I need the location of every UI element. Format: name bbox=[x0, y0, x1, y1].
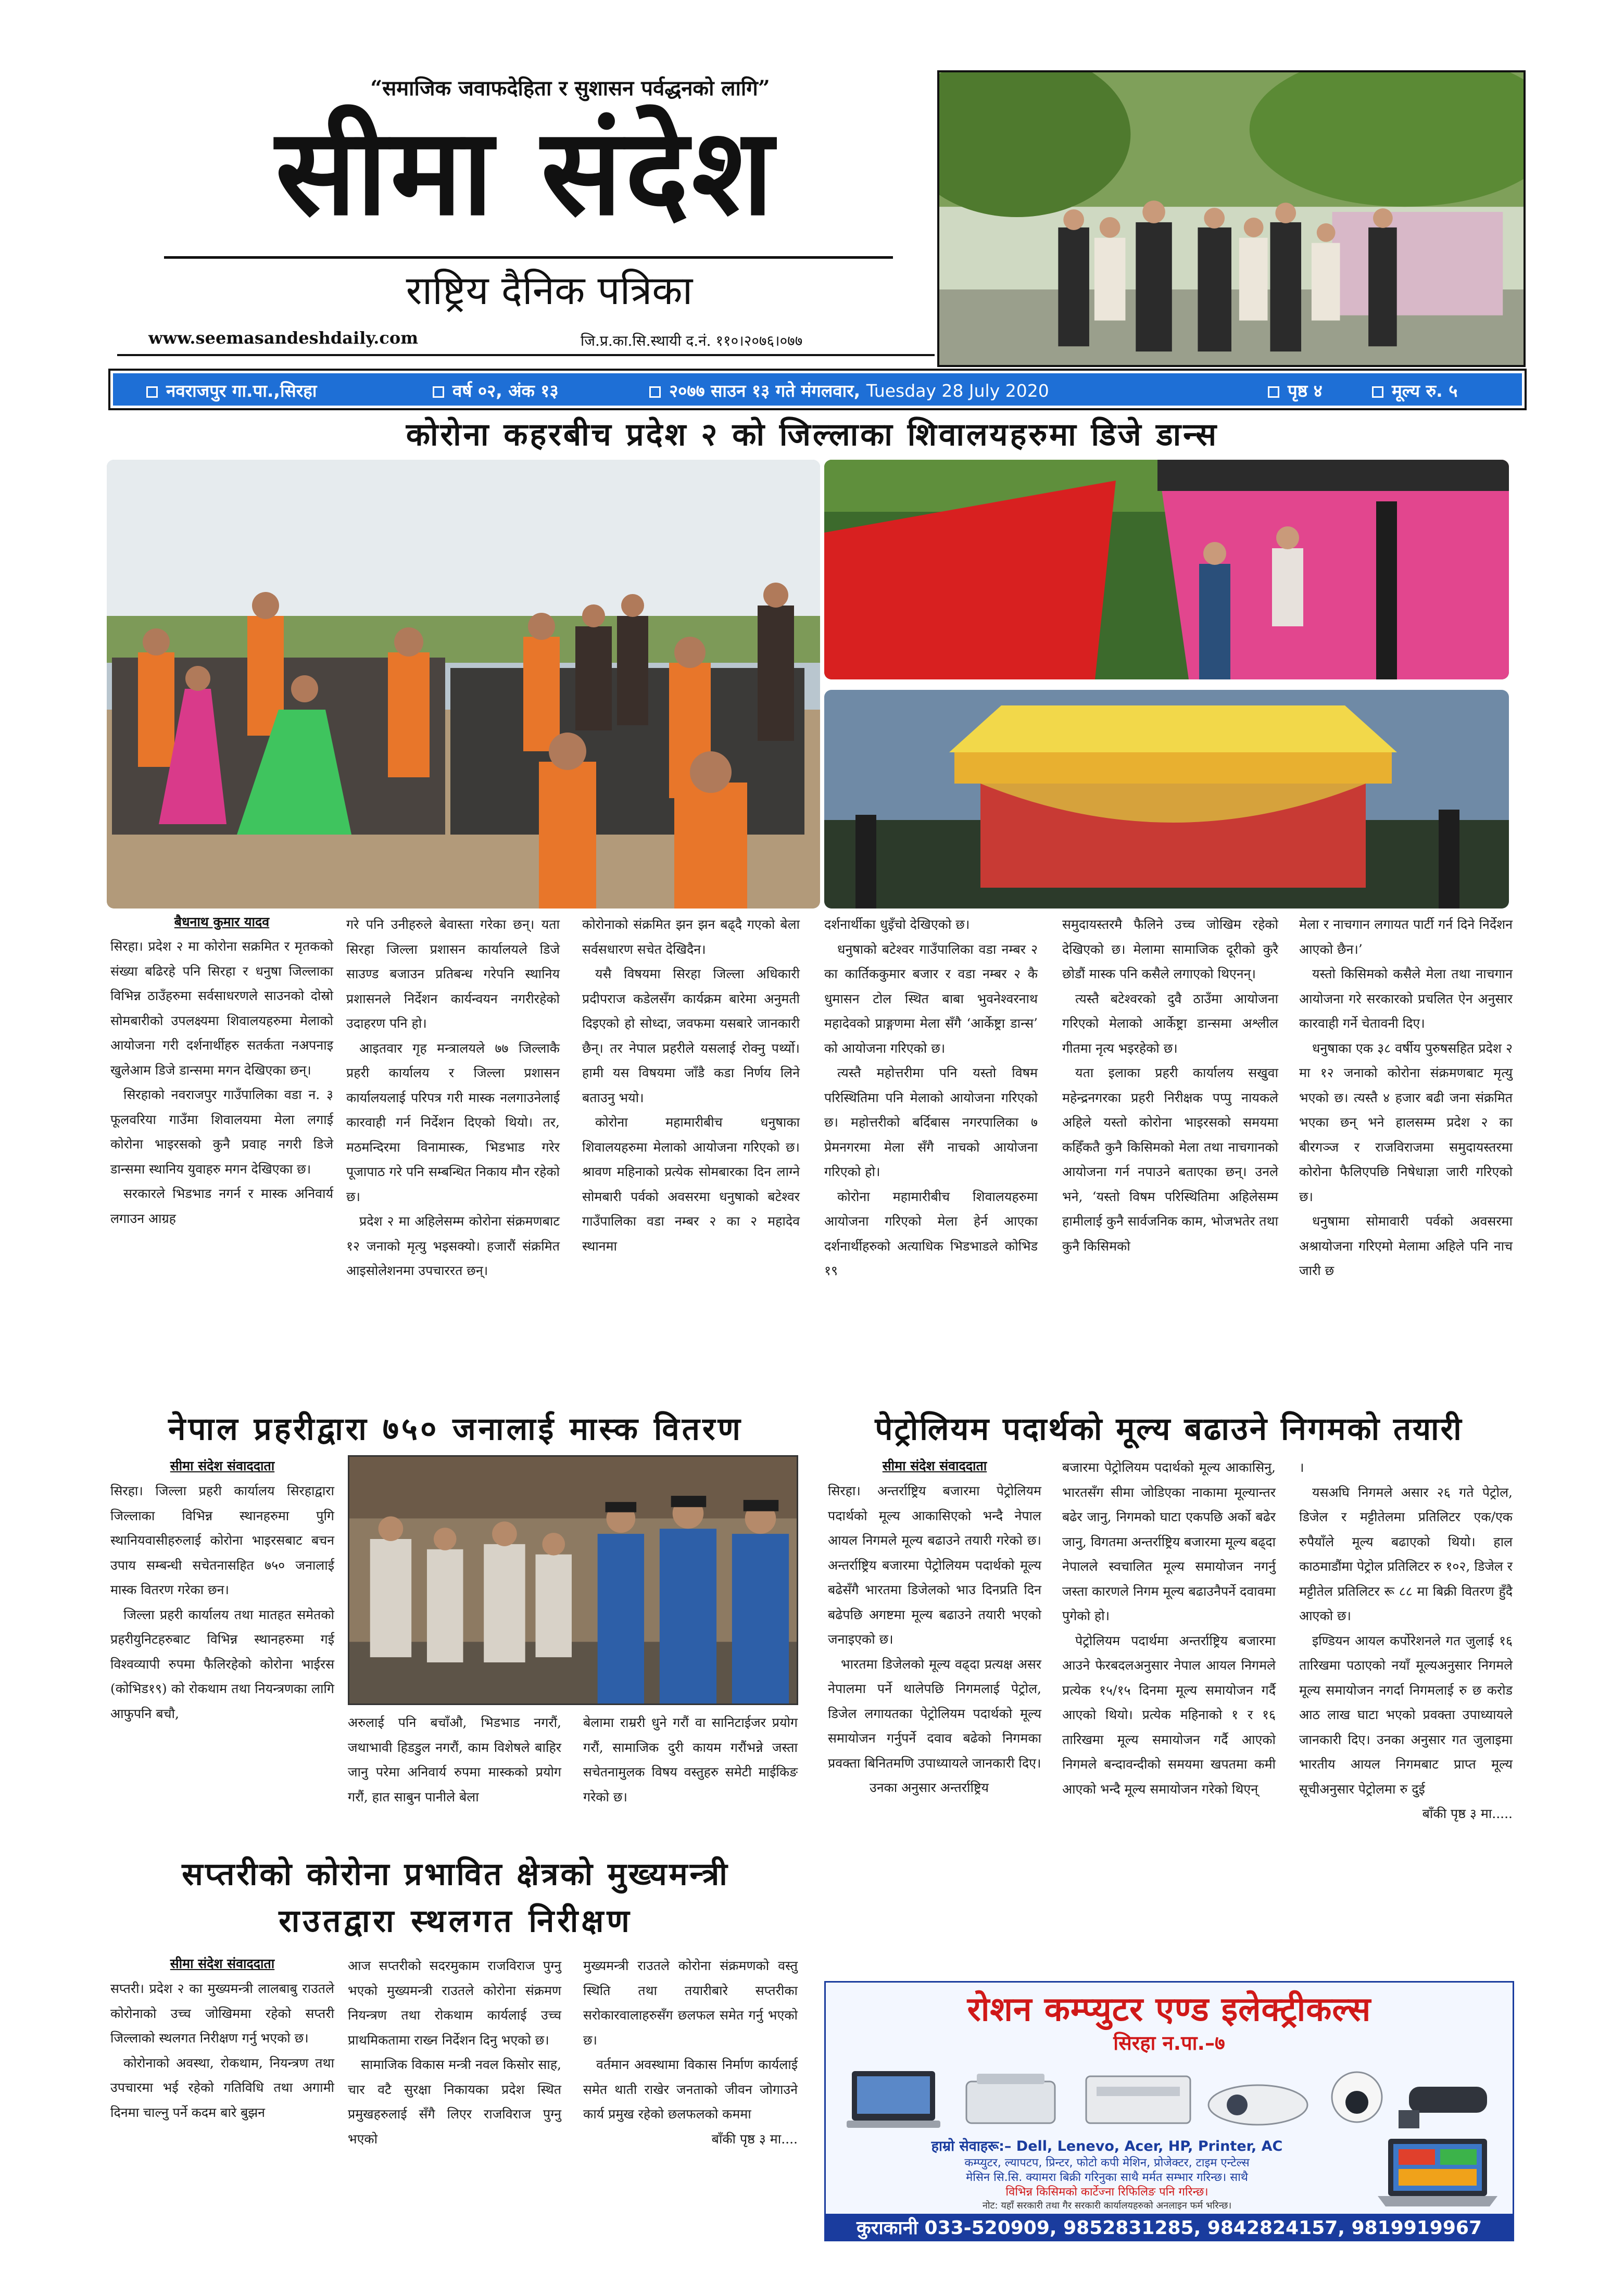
info-volume-text: वर्ष ०२, अंक १३ bbox=[452, 381, 559, 401]
article4-headline-line1: सप्तरीको कोरोना प्रभावित क्षेत्रको मुख्यमन्त्री bbox=[182, 1856, 729, 1893]
info-volume bbox=[433, 380, 559, 402]
article2-col3-para: बेलामा राम्ररी धुने गरौं वा सानिटाईजर प्रयोग गरौं, सामाजिक दुरी कायम गरौंभन्ने जस्ता सचेतनामुलक विषय वस्तुहरु समेटी माईकिङ गरेको छ। bbox=[583, 1715, 798, 1805]
info-page bbox=[1268, 380, 1323, 402]
article2-col2 bbox=[348, 1710, 561, 1809]
article1-col2-para: प्रदेश २ मा अहिलेसम्म कोरोना संक्रमणबाट १२ जनाको मृत्यु भइसक्यो। हजारौं संक्रमित आइसोलेशनमा उपचाररत छन्। bbox=[346, 1214, 560, 1278]
yellow-tent-image bbox=[824, 690, 1509, 909]
ad-brand: रोशन कम्प्युटर एण्ड इलेक्ट्रीकल्स bbox=[967, 1990, 1371, 2029]
article4-col2-para: आज सप्तरीको सदरमुकाम राजविराज पुग्नु भएको मुख्यमन्त्री राउतले कोरोना संक्रमण नियन्त्रण तथा रोकथाम कार्यलाई उच्च प्राथमिकतामा राख्न निर्देशन दिनु भएको छ। bbox=[348, 1958, 561, 2048]
article2-col1-para: जिल्ला प्रहरी कार्यालय तथा मातहत समेतको प्रहरीयुनिटहरुबाट विभिन्न स्थानहरुमा गई विश्वव्यापी रुपमा फैलिरहेको कोरोना भाईरस (कोभिड१९) को रोकथाम तथा नियन्त्रणका लागि आफुपनि बचौ, bbox=[110, 1607, 334, 1721]
article2-col3 bbox=[583, 1710, 798, 1809]
info-date bbox=[649, 380, 1049, 402]
article4-col1-para: सप्तरी। प्रदेश २ का मुख्यमन्त्री लालबाबु राउतले कोरोनाको उच्च जोखिममा रहेको सप्तरी जिल्लाको स्थलगत निरीक्षण गर्नु भएको छ। bbox=[110, 1981, 334, 2046]
article1-col1-para: सिरहाको नवराजपुर गाउँपालिका वडा न. ३ फूलवरिया गाउँमा शिवालयमा मेला लगाई कोरोना भाइरसको कुनै प्रवाह नगरी डिजे डान्समा स्थानिय युवाहरु मगन देखिएका छ। bbox=[110, 1087, 333, 1177]
masthead-website[interactable]: www.seemasandeshdaily.com bbox=[148, 328, 419, 348]
checkbox-icon bbox=[433, 386, 444, 398]
article2-col1-para: सिरहा। जिल्ला प्रहरी कार्यालय सिरहाद्वारा जिल्लाका विभिन्न स्थानहरुमा पुगि स्थानियवासीहरुलाई कोरोना भाइरसबाट बचन उपाय सम्बन्धी सचेतनासहित ७५० जनालाई मास्क वितरण गरेका छन। bbox=[110, 1483, 334, 1597]
article3-col3-para: इण्डियन आयल कर्पोरेशनले गत जुलाई १६ तारिखमा पठाएको नयाँ मूल्यअनुसार निगमले मूल्य समायोजन नगर्दा निगमलाई रु छ करोड आठ लाख घाटा भएको प्रवक्ता उपाध्यायले जानकारी दिए। उनका अनुसार गत जुलाइमा भारतीय आयल निगमबाट प्राप्त मूल्य सूचीअनुसार पेट्रोलमा रु दुई bbox=[1299, 1633, 1513, 1797]
article1-col4-para: त्यस्तै महोत्तरीमा पनि यस्तो विषम परिस्थितिमा पनि मेलाको आयोजना गरिएको छ। महोत्तरीको बर्दिबास नगरपालिका ७ प्रेमनगरमा मेला सँगै नाचको आयोजना गरिएको हो। bbox=[824, 1065, 1038, 1179]
article1-col6-para: मेला र नाचगान लगायत पार्टी गर्न दिने निर्देशन आएको छैन।’ bbox=[1299, 917, 1513, 957]
article4-col3 bbox=[583, 1953, 798, 2151]
article1-col5 bbox=[1062, 912, 1278, 1258]
article4-continued[interactable]: बाँकी पृष्ठ ३ मा.... bbox=[711, 2131, 798, 2147]
article4-col3-para: मुख्यमन्त्री राउतले कोरोना संक्रमणको वस्तु स्थिति तथा तयारीबारे सप्तरीका सरोकारवालाहरुसँग छलफल समेत गर्नु भएको छ। bbox=[583, 1958, 798, 2048]
article1-col6-para: यस्तो किसिमको कसैले मेला तथा नाचगान आयोजना गरे सरकारको प्रचलित ऐन अनुसार कारवाही गर्ने चेतावनी दिए। bbox=[1299, 966, 1513, 1031]
article1-col5-para: त्यस्तै बटेश्वरको दुवै ठाउँमा आयोजना गरिएको मेलाको आर्केष्ट्रा डान्समा अश्लील गीतमा नृत्य भइरहेको छ। bbox=[1062, 991, 1278, 1056]
info-price-text: मूल्य रु. ५ bbox=[1392, 381, 1458, 401]
article1-headline: कोरोना कहरबीच प्रदेश २ को जिल्लाका शिवालयहरुमा डिजे डान्स bbox=[406, 417, 1219, 453]
info-location bbox=[146, 380, 317, 402]
article3-col2-para: बजारमा पेट्रोलियम पदार्थको मूल्य आकासिनु, भारतसँग सीमा जोडिएका नाकामा मूल्यान्तर बढेर जानु, निगमको घाटा एकपछि अर्को बढेर जानु, विगतमा अन्तर्राष्ट्रिय बजारमा मूल्य बढ्दा नेपालले स्वचालित मूल्य समायोजन नगर्नु जस्ता कारणले निगम मूल्य बढाउनैपर्ने दवावमा पुगेको हो। bbox=[1062, 1460, 1276, 1623]
article1-col3-para: कोरोनाको संक्रमित झन झन बढ्दै गएको बेला सर्वसधारण सचेत देखिदैन। bbox=[582, 917, 800, 957]
masthead-bottom-rule bbox=[117, 354, 935, 356]
article2-byline: सीमा संदेश संवाददाता bbox=[170, 1458, 275, 1473]
officials-inspection-photo bbox=[937, 70, 1526, 367]
article1-col6-para: धनुषाका एक ३८ वर्षीय पुरुषसहित प्रदेश २ मा १२ जनाको कोरोना संक्रमणबाट मृत्यु भएको छ। त्यस्तै ४ हजार बढी जना संक्रमित भएका छन् भने हालसम्म प्रदेश २ का बीरगञ्ज र राजविराजमा समुदायस्तरमा कोरोना फैलिएपछि निषेधाज्ञा जारी गरिएको छ। bbox=[1299, 1040, 1513, 1204]
article1-col3-para: यसै विषयमा सिरहा जिल्ला अधिकारी प्रदीपराज कडेलसँग कार्यक्रम बारेमा अनुमती दिइएको हो सोध्दा, जवफमा यसबारे जानकारी छैन्। तर नेपाल प्रहरीले यसलाई रोक्नु पर्थ्यो। हामी यस विषयमा जाँडै कडा निर्णय लिने बताउनु भयो। bbox=[582, 966, 800, 1105]
masthead bbox=[112, 62, 924, 359]
masthead-title: सीमा संदेश bbox=[275, 102, 777, 242]
article4-col1-para: कोरोनाको अवस्था, रोकथाम, नियन्त्रण तथा उपचारमा भई रहेको गतिविधि तथा अगामी दिनमा चाल्नु पर्ने कदम बारे बुझन bbox=[110, 2055, 334, 2120]
ad-note: नोट: यहाँ सरकारी तथा गैर सरकारी कार्यालयहरुको अनलाइन फर्म भरिन्छ। bbox=[982, 2200, 1232, 2211]
article3-headline: पेट्रोलियम पदार्थको मूल्य बढाउने निगमको तयारी bbox=[875, 1411, 1463, 1447]
article3-byline: सीमा संदेश संवाददाता bbox=[882, 1458, 987, 1473]
article3-col1-para: भारतमा डिजेलको मूल्य वढ्दा प्रत्यक्ष असर नेपालमा पर्ने थालेपछि निगमलाई पेट्रोल, डिजेल लगायतका पेट्रोलियम पदार्थको मूल्य समायोजन गर्नुपर्ने दवाव बढेको निगमका प्रवक्ता बिनितमणि उपाध्यायले जानकारी दिए। bbox=[828, 1656, 1041, 1771]
masthead-rule bbox=[164, 256, 893, 259]
article3-col3-para: । bbox=[1299, 1460, 1304, 1475]
checkbox-icon bbox=[1268, 386, 1279, 398]
ad-contact-bar[interactable] bbox=[826, 2214, 1513, 2241]
article1-col4-para: दर्शनार्थीका धुइँचो देखिएको छ। bbox=[824, 917, 970, 932]
ad-products-image bbox=[847, 2061, 1497, 2134]
masthead-tagline: “समाजिक जवाफदेहिता र सुशासन पर्वद्धनको लागि” bbox=[370, 76, 770, 100]
police-image bbox=[349, 1457, 797, 1704]
article3-col3-para: यसअघि निगमले असार २६ गते पेट्रोल, डिजेल र मट्टीतेलमा प्रतिलिटर एक/एक रुपैयाँले मूल्य बढाएको थियो। हाल काठमाडौंमा पेट्रोल प्रतिलिटर रु १०२, डिजेल र मट्टीतेल प्रतिलिटर रू ८८ मा बिक्री वितरण हुँदै आएको छ। bbox=[1299, 1484, 1513, 1623]
police-mask-distribution-photo bbox=[348, 1455, 798, 1705]
laptop-icon bbox=[1373, 2134, 1503, 2212]
article1-col5-para: समुदायस्तरमै फैलिने उच्च जोखिम रहेको देखिएको छ। मेलामा सामाजिक दूरीको कुरै छोडौं मास्क पनि कसैले लगाएको थिएनन्। bbox=[1062, 917, 1278, 981]
article1-col3-para: कोरोना महामारीबीच धनुषाका शिवालयहरुमा मेलाको आयोजना गरिएको छ। श्रावण महिनाको प्रत्येक सोमबारका दिन लाग्ने सोमबारी पर्वको अवसरमा धनुषाको बटेश्वर गाउँपालिका वडा नम्बर २ का २ महादेव स्थानमा bbox=[582, 1115, 800, 1254]
dj-dance-image bbox=[107, 460, 820, 909]
ad-services-line4: विभिन्न किसिमको कार्टेज्ना रिफिलिङ पनि गरिन्छ। bbox=[1005, 2186, 1208, 2199]
article1-col6-para: धनुषामा सोमावारी पर्वको अवसरमा अश्रायोजना गरिएमो मेलामा अहिले पनि नाच जारी छ bbox=[1299, 1214, 1513, 1278]
article4-col2-para: सामाजिक विकास मन्त्री नवल किसोर साह, चार वटै सुरक्षा निकायका प्रदेश स्थित प्रमुखहरुलाई सँगै लिएर राजविराज पुग्नु भएको bbox=[348, 2057, 561, 2147]
masthead-registration: जि.प्र.का.सि.स्थायी द.नं. ११०।२०७६।०७७ bbox=[581, 332, 803, 349]
article3-col2-para: पेट्रोलियम पदार्थमा अन्तर्राष्ट्रिय बजारमा आउने फेरबदलअनुसार नेपाल आयल निगमले प्रत्येक १५/१५ दिनमा मूल्य समायोजन गर्दै आएको थियो। प्रत्येक महिनाको १ र १६ तारिखमा मूल्य समायोजन गर्दै आएको निगमले बन्दावन्दीको समयमा खपतमा कमी आएको भन्दै मूल्य समायोजन गरेको थिएन् bbox=[1062, 1633, 1276, 1797]
officials-inspection-image bbox=[939, 72, 1524, 367]
info-date-np: २०७७ साउन १३ गते मंगलवार, bbox=[669, 381, 861, 401]
info-price bbox=[1372, 380, 1457, 402]
red-tent-image bbox=[824, 460, 1509, 679]
yellow-tent-stage-photo bbox=[824, 690, 1509, 909]
info-location-text: नवराजपुर गा.पा.,सिरहा bbox=[166, 381, 317, 401]
article4-col3-para: वर्तमान अवस्थामा विकास निर्माण कार्यलाई समेत थाती राखेर जनताको जीवन जोगाउने कार्य प्रमुख रहेको छलफलको कममा bbox=[583, 2057, 798, 2122]
info-page-text: पृष्ठ ४ bbox=[1288, 381, 1323, 401]
article3-col1 bbox=[828, 1479, 1041, 1800]
article3-col2 bbox=[1062, 1455, 1276, 1801]
advertisement[interactable] bbox=[824, 1981, 1514, 2241]
article1-col2-para: आइतवार गृह मन्त्रालयले ७७ जिल्लाकै प्रहरी कार्यालय र जिल्ला प्रशासन कार्यालयलाई परिपत्र गरी मास्क नलगाउनेलाई कारवाही गर्न निर्देशन दिएको थियो। तर, मठमन्दिरमा विनामास्क, भिडभाड गरेर पूजापाठ गरे पनि सम्बन्धित निकाय मौन रहेको छ। bbox=[346, 1040, 560, 1204]
red-tent-stage-photo bbox=[824, 460, 1509, 679]
article1-col4-para: धनुषाको बटेश्वर गाउँपालिका वडा नम्बर २ का कार्तिककुमार बजार र वडा नम्बर २ कै धुमासन टोल स्थित बाबा भुवनेश्वरनाथ महादेवको प्राङ्गणमा मेला सँगै ‘आर्केष्ट्रा डान्स’ को आयोजना गरिएको छ। bbox=[824, 941, 1038, 1056]
checkbox-icon bbox=[649, 386, 661, 398]
masthead-subtitle: राष्ट्रिय दैनिक पत्रिका bbox=[406, 267, 693, 313]
article1-byline: बैधनाथ कुमार यादव bbox=[174, 914, 270, 929]
article4-byline: सीमा संदेश संवाददाता bbox=[170, 1956, 275, 1971]
article1-col1-para: सिरहा। प्रदेश २ मा कोरोना सक्रमित र मृतकको संख्या बढिरहे पनि सिरहा र धनुषा जिल्लाका विभिन्न ठाउँहरुमा सर्वसाधरणले साउनको दोस्रो सोमबारीको उपलक्ष्यमा शिवालयहरुमा मेलाको आयोजना गरी दर्शनार्थीहरु सतर्कता नअपनाइ खुलेआम डिजे डान्समा मगन देखिएका छन्। bbox=[110, 939, 333, 1078]
article1-col6 bbox=[1299, 912, 1513, 1283]
info-date-en: Tuesday 28 July 2020 bbox=[866, 381, 1049, 401]
article1-col2 bbox=[346, 912, 560, 1283]
article3-col1-para: सिरहा। अन्तर्राष्ट्रिय बजारमा पेट्रोलियम पदार्थको मूल्य आकासिएको भन्दै नेपाल आयल निगमले मूल्य बढाउने तयारी गरेको छ। अन्तर्राष्ट्रिय बजारमा पेट्रोलियम पदार्थको मूल्य बढेसँगै भारतमा डिजेलको भाउ दिनप्रति दिन बढेपछि अगष्टमा मूल्य बढाउने तयारी भएको जनाइएको छ। bbox=[828, 1483, 1041, 1647]
article3-col1-para: उनका अनुसार अन्तर्राष्ट्रिय bbox=[870, 1780, 989, 1795]
ad-location: सिरहा न.पा.–७ bbox=[1113, 2032, 1225, 2054]
article1-col5-para: यता इलाका प्रहरी कार्यालय सखुवा महेन्द्रनगरका प्रहरी निरीक्षक पप्पु नायकले अहिले यस्तो कोरोना भाइरसको समयमा कहिँकतै कुनै किसिमको मेला तथा नाचगानको आयोजना गर्न नपाउने बताएका छन्। उनले भने, ‘यस्तो विषम परिस्थितिमा अहिलेसम्म हामीलाई कुनै सार्वजनिक काम, भोजभतेर तथा कुनै किसिमको bbox=[1062, 1065, 1278, 1254]
article1-col4-para: कोरोना महामारीबीच शिवालयहरुमा आयोजना गरिएको मेला हेर्न आएका दर्शनार्थीहरुको अत्याधिक भिडभाडले कोभिड १९ bbox=[824, 1189, 1038, 1278]
ad-contact-label: कुराकानी bbox=[856, 2217, 918, 2239]
article1-col3 bbox=[582, 912, 800, 1258]
article2-col1 bbox=[110, 1479, 334, 1726]
article1-col1 bbox=[110, 934, 333, 1231]
info-bar-fill bbox=[113, 373, 1522, 406]
article2-headline: नेपाल प्रहरीद्वारा ७५० जनालाई मास्क वितरण bbox=[168, 1411, 743, 1447]
checkbox-icon bbox=[1372, 386, 1383, 398]
article3-col3 bbox=[1299, 1455, 1513, 1826]
ad-contact-numbers[interactable]: 033-520909, 9852831285, 9842824157, 9819919967 bbox=[924, 2217, 1482, 2239]
checkbox-icon bbox=[146, 386, 158, 398]
article1-col1-para: सरकारले भिडभाड नगर्न र मास्क अनिवार्य लगाउन आग्रह bbox=[110, 1186, 333, 1226]
article1-col4 bbox=[824, 912, 1038, 1283]
article3-continued[interactable]: बाँकी पृष्ठ ३ मा..... bbox=[1422, 1806, 1513, 1821]
ad-services-line2: कम्प्युटर, ल्यापटप, प्रिन्टर, फोटो कपी मेशिन, प्रोजेक्टर, टाइम एन्टेल्स bbox=[964, 2156, 1250, 2169]
article2-col2-para: अरुलाई पनि बचाँऔ, भिडभाड नगरौं, जथाभावी हिडडुल नगरौं, काम विशेषले बाहिर जानु परेमा अनिवार्य रुपमा मास्कको प्रयोग गरौं, हात साबुन पानीले बेला bbox=[348, 1715, 561, 1805]
article1-col2-para: गरे पनि उनीहरुले बेवास्ता गरेका छन्। यता सिरहा जिल्ला प्रशासन कार्यालयले डिजे साउण्ड बजाउन प्रतिबन्ध गरेपनि स्थानिय प्रशासनले निर्देशन कार्यन्वयन नगरीरहेको उदाहरण पनि हो। bbox=[346, 917, 560, 1031]
ad-services-line1: हाम्रो सेवाहरू:– Dell, Lenevo, Acer, HP, Printer, AC bbox=[931, 2138, 1283, 2154]
ad-services-line3: मेसिन सि.सि. क्यामरा बिक्री गरिनुका साथै मर्मत सम्भार गरिन्छ। साथै bbox=[966, 2171, 1248, 2184]
article4-col1 bbox=[110, 1976, 334, 2125]
info-bar bbox=[108, 369, 1527, 410]
article4-headline-line2: राउतद्वारा स्थलगत निरीक्षण bbox=[279, 1903, 633, 1939]
article4-col2 bbox=[348, 1953, 561, 2151]
dj-dance-crowd-photo bbox=[107, 460, 820, 909]
